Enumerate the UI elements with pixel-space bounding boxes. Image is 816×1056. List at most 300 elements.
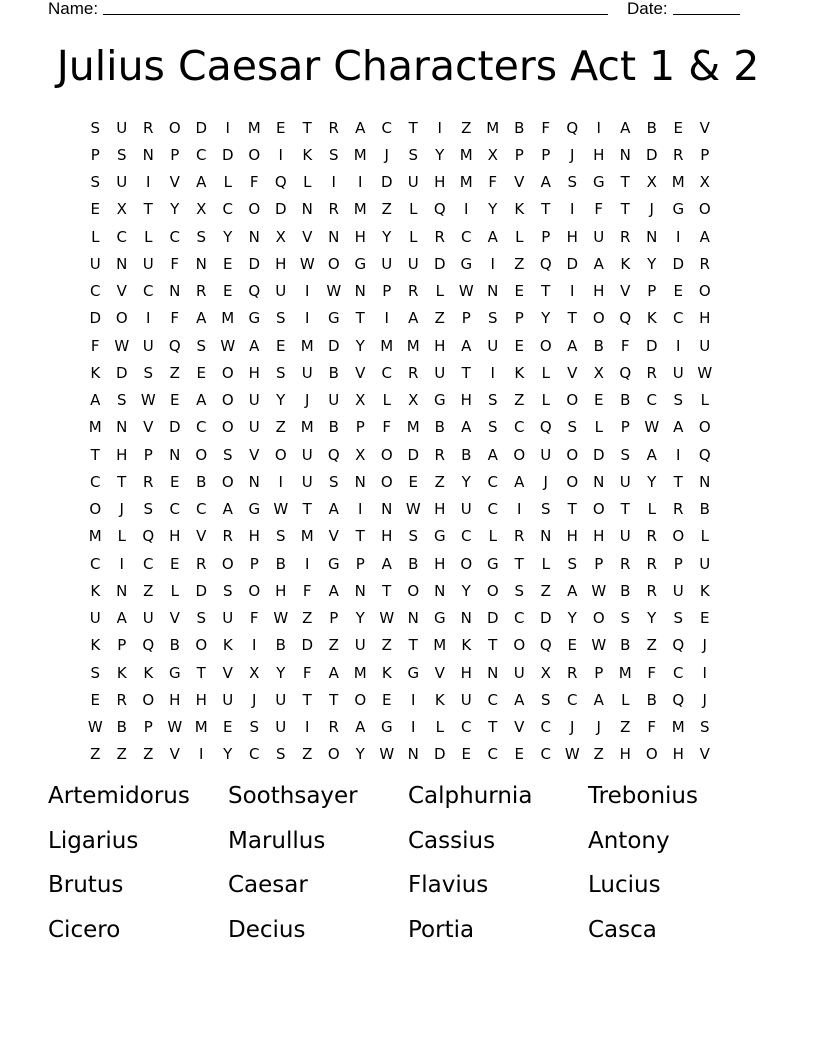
grid-letter: T [196, 663, 206, 682]
grid-letter: D [274, 200, 287, 219]
grid-letter: A [328, 663, 339, 682]
word-bank-item: Flavius [408, 872, 489, 898]
grid-letter: T [143, 200, 153, 219]
grid-letter: O [592, 309, 605, 328]
grid-letter: M [671, 718, 685, 737]
grid-letter: Z [461, 118, 472, 137]
grid-letter: S [620, 609, 631, 628]
grid-letter: I [676, 445, 681, 464]
grid-letter: W [140, 391, 156, 410]
grid-letter: O [566, 391, 579, 410]
grid-letter: F [647, 663, 657, 682]
grid-letter: P [329, 609, 339, 628]
grid-letter: A [355, 118, 366, 137]
grid-letter: W [114, 336, 130, 355]
grid-letter: U [460, 500, 472, 519]
grid-letter: N [116, 254, 128, 273]
word-bank-item: Decius [228, 916, 306, 943]
grid-letter: G [460, 254, 473, 273]
grid-letter: T [408, 636, 418, 655]
grid-letter: Z [328, 636, 339, 655]
grid-letter: J [384, 145, 389, 164]
grid-letter: P [514, 145, 524, 164]
grid-letter: D [592, 445, 605, 464]
grid-letter: C [514, 609, 525, 628]
grid-letter: K [620, 254, 631, 273]
grid-letter: O [221, 391, 234, 410]
grid-letter: L [621, 690, 630, 709]
grid-letter: G [248, 309, 261, 328]
grid-letter: X [275, 227, 286, 246]
grid-letter: C [487, 745, 498, 764]
grid-letter: O [513, 636, 526, 655]
grid-letter: J [702, 690, 707, 709]
grid-letter: L [515, 227, 524, 246]
grid-letter: X [487, 145, 498, 164]
grid-letter: A [116, 609, 127, 628]
grid-letter: F [620, 336, 630, 355]
grid-letter: E [514, 282, 524, 301]
grid-letter: U [460, 690, 472, 709]
grid-letter: P [143, 718, 153, 737]
grid-letter: W [458, 282, 474, 301]
grid-letter: D [645, 145, 658, 164]
grid-letter: A [593, 690, 604, 709]
grid-letter: H [434, 336, 446, 355]
grid-letter: U [699, 336, 711, 355]
grid-letter: E [170, 391, 180, 410]
grid-letter: O [274, 445, 287, 464]
grid-letter: M [671, 173, 685, 192]
grid-letter: R [328, 118, 339, 137]
grid-letter: Q [142, 636, 155, 655]
grid-letter: Z [514, 391, 525, 410]
grid-letter: G [168, 663, 181, 682]
grid-letter: V [196, 527, 207, 546]
grid-letter: M [300, 336, 314, 355]
grid-letter: D [407, 445, 420, 464]
grid-letter: X [196, 200, 207, 219]
grid-letter: G [672, 200, 685, 219]
grid-letter: G [433, 527, 446, 546]
grid-letter: V [169, 173, 180, 192]
grid-letter: X [408, 391, 419, 410]
grid-letter: H [434, 554, 446, 573]
grid-letter: R [434, 227, 445, 246]
grid-letter: P [355, 554, 365, 573]
grid-letter: R [646, 581, 657, 600]
grid-letter: S [222, 445, 233, 464]
grid-letter: M [194, 718, 208, 737]
grid-letter: A [514, 690, 525, 709]
grid-letter: S [408, 145, 419, 164]
grid-letter: E [594, 391, 604, 410]
grid-letter: K [116, 663, 127, 682]
grid-letter: Y [223, 227, 233, 246]
grid-letter: W [299, 254, 315, 273]
grid-letter: D [195, 581, 208, 600]
grid-letter: R [222, 527, 233, 546]
grid-letter: C [646, 391, 657, 410]
grid-letter: K [461, 636, 472, 655]
grid-letter: O [221, 363, 234, 382]
grid-letter: H [275, 581, 287, 600]
grid-letter: M [486, 118, 500, 137]
grid-letter: C [169, 500, 180, 519]
grid-letter: S [328, 145, 339, 164]
grid-letter: O [168, 118, 181, 137]
word-bank-item: Portia [408, 916, 475, 943]
grid-letter: W [379, 745, 395, 764]
grid-letter: I [411, 718, 416, 737]
grid-letter: B [646, 118, 657, 137]
grid-letter: F [302, 663, 312, 682]
grid-letter: I [199, 745, 204, 764]
grid-letter: I [676, 227, 681, 246]
grid-letter: O [89, 500, 102, 519]
grid-letter: K [381, 663, 392, 682]
grid-letter: R [673, 145, 684, 164]
grid-letter: A [567, 581, 578, 600]
grid-letter: M [380, 336, 394, 355]
grid-letter: B [328, 418, 339, 437]
grid-letter: C [514, 418, 525, 437]
grid-letter: P [461, 309, 471, 328]
grid-letter: C [540, 745, 551, 764]
grid-letter: U [301, 472, 313, 491]
grid-letter: J [702, 636, 707, 655]
grid-letter: T [461, 363, 471, 382]
grid-letter: E [90, 690, 100, 709]
grid-letter: U [248, 418, 260, 437]
grid-letter: K [90, 581, 101, 600]
grid-letter: S [275, 363, 286, 382]
grid-letter: U [328, 391, 340, 410]
grid-letter: R [646, 527, 657, 546]
grid-letter: T [382, 581, 392, 600]
grid-letter: H [434, 173, 446, 192]
grid-letter: P [514, 309, 524, 328]
grid-letter: O [115, 309, 128, 328]
grid-letter: S [699, 718, 710, 737]
grid-letter: C [567, 690, 578, 709]
grid-letter: X [540, 663, 551, 682]
grid-letter: M [459, 173, 473, 192]
grid-letter: S [196, 227, 207, 246]
grid-letter: N [487, 663, 499, 682]
grid-letter: R [620, 227, 631, 246]
grid-letter: G [433, 609, 446, 628]
grid-letter: Z [143, 581, 154, 600]
grid-letter: I [305, 309, 310, 328]
grid-letter: R [408, 282, 419, 301]
word-bank-item: Brutus [48, 872, 124, 898]
grid-letter: T [90, 445, 100, 464]
grid-letter: V [567, 363, 578, 382]
grid-letter: I [278, 472, 283, 491]
grid-letter: S [567, 418, 578, 437]
grid-letter: P [673, 554, 683, 573]
grid-letter: U [301, 363, 313, 382]
grid-letter: H [275, 254, 287, 273]
grid-letter: E [223, 282, 233, 301]
grid-letter: U [116, 118, 128, 137]
grid-letter: O [380, 472, 393, 491]
grid-letter: U [89, 609, 101, 628]
grid-letter: U [222, 609, 234, 628]
grid-letter: Q [539, 636, 552, 655]
grid-letter: J [570, 145, 575, 164]
grid-letter: G [486, 554, 499, 573]
grid-letter: D [433, 254, 446, 273]
grid-letter: U [381, 254, 393, 273]
grid-letter: X [355, 391, 366, 410]
grid-letter: V [620, 282, 631, 301]
grid-letter: N [646, 227, 658, 246]
grid-letter: N [169, 445, 181, 464]
grid-letter: T [302, 118, 312, 137]
grid-letter: P [594, 663, 604, 682]
grid-letter: N [460, 609, 472, 628]
grid-letter: Q [433, 200, 446, 219]
grid-letter: A [567, 336, 578, 355]
word-bank-item: Ligarius [48, 827, 139, 854]
grid-letter: Y [647, 254, 657, 273]
word-bank-item: Marullus [228, 827, 326, 854]
grid-letter: I [437, 118, 442, 137]
grid-letter: H [672, 745, 684, 764]
grid-letter: F [594, 200, 604, 219]
grid-letter: J [543, 472, 548, 491]
grid-letter: L [409, 200, 418, 219]
grid-letter: F [90, 336, 100, 355]
grid-letter: B [408, 554, 419, 573]
grid-letter: Y [461, 581, 471, 600]
grid-letter: V [514, 173, 525, 192]
grid-letter: T [488, 636, 498, 655]
grid-letter: W [167, 718, 183, 737]
grid-letter: C [673, 663, 684, 682]
grid-letter: C [461, 718, 472, 737]
grid-letter: P [117, 636, 127, 655]
grid-letter: H [619, 745, 631, 764]
grid-letter: U [354, 636, 366, 655]
grid-letter: Z [381, 636, 392, 655]
grid-letter: U [116, 173, 128, 192]
grid-letter: O [142, 690, 155, 709]
grid-letter: X [355, 445, 366, 464]
grid-letter: M [459, 145, 473, 164]
grid-letter: K [699, 581, 710, 600]
grid-letter: C [673, 309, 684, 328]
grid-letter: I [252, 636, 257, 655]
grid-letter: L [647, 500, 656, 519]
grid-letter: I [146, 173, 151, 192]
grid-letter: I [146, 309, 151, 328]
grid-letter: A [381, 554, 392, 573]
grid-letter: E [223, 254, 233, 273]
grid-letter: X [646, 173, 657, 192]
word-bank-item: Cassius [408, 827, 496, 854]
grid-letter: J [119, 500, 124, 519]
grid-letter: A [514, 472, 525, 491]
grid-letter: F [170, 254, 180, 273]
grid-letter: R [116, 690, 127, 709]
grid-letter: C [143, 282, 154, 301]
grid-letter: V [699, 745, 710, 764]
grid-letter: U [619, 472, 631, 491]
grid-letter: N [169, 282, 181, 301]
grid-letter: B [169, 636, 180, 655]
grid-letter: D [195, 118, 208, 137]
grid-letter: I [490, 363, 495, 382]
grid-letter: W [220, 336, 236, 355]
grid-letter: D [566, 254, 579, 273]
grid-letter: N [195, 254, 207, 273]
grid-letter: Y [382, 227, 392, 246]
grid-letter: I [676, 336, 681, 355]
grid-letter: P [620, 418, 630, 437]
grid-letter: B [620, 391, 631, 410]
grid-letter: Z [169, 363, 180, 382]
grid-letter: O [592, 500, 605, 519]
grid-letter: R [196, 282, 207, 301]
grid-letter: B [461, 445, 472, 464]
grid-letter: H [593, 282, 605, 301]
grid-letter: S [673, 391, 684, 410]
grid-letter: P [541, 145, 551, 164]
grid-letter: Y [461, 472, 471, 491]
grid-letter: U [672, 581, 684, 600]
grid-letter: F [488, 173, 498, 192]
grid-letter: N [354, 282, 366, 301]
grid-letter: B [116, 718, 127, 737]
grid-letter: K [302, 145, 313, 164]
grid-letter: Z [302, 609, 313, 628]
grid-letter: C [461, 227, 472, 246]
grid-letter: T [408, 118, 418, 137]
grid-letter: E [514, 745, 524, 764]
word-bank-item: Calphurnia [408, 783, 533, 809]
grid-letter: U [672, 363, 684, 382]
grid-letter: C [381, 363, 392, 382]
grid-letter: U [275, 282, 287, 301]
grid-letter: Q [274, 173, 287, 192]
grid-letter: O [698, 418, 711, 437]
grid-letter: U [619, 527, 631, 546]
grid-letter: D [248, 254, 261, 273]
grid-letter: E [700, 609, 710, 628]
name-line [103, 14, 608, 15]
grid-letter: D [115, 363, 128, 382]
grid-letter: Y [647, 609, 657, 628]
grid-letter: Y [541, 309, 551, 328]
grid-letter: O [221, 418, 234, 437]
grid-letter: U [142, 254, 154, 273]
grid-letter: O [195, 445, 208, 464]
grid-letter: I [358, 500, 363, 519]
grid-letter: O [645, 745, 658, 764]
grid-letter: J [596, 718, 601, 737]
grid-letter: O [221, 472, 234, 491]
grid-letter: A [673, 418, 684, 437]
grid-letter: E [276, 336, 286, 355]
grid-letter: C [487, 690, 498, 709]
grid-letter: F [541, 118, 551, 137]
grid-letter: E [673, 118, 683, 137]
grid-letter: F [302, 581, 312, 600]
grid-letter: D [327, 336, 340, 355]
grid-letter: Z [90, 745, 101, 764]
grid-letter: J [305, 391, 310, 410]
grid-letter: D [672, 254, 685, 273]
grid-letter: L [541, 363, 550, 382]
word-bank-item: Lucius [588, 872, 661, 898]
grid-letter: B [620, 581, 631, 600]
grid-letter: Z [302, 745, 313, 764]
grid-letter: Z [434, 309, 445, 328]
grid-letter: X [249, 663, 260, 682]
grid-letter: S [143, 363, 154, 382]
grid-letter: G [592, 173, 605, 192]
grid-letter: O [513, 445, 526, 464]
grid-letter: A [699, 227, 710, 246]
grid-letter: U [699, 554, 711, 573]
grid-letter: E [514, 336, 524, 355]
grid-letter: M [88, 418, 102, 437]
grid-letter: U [248, 391, 260, 410]
grid-letter: C [540, 718, 551, 737]
grid-letter: Q [327, 445, 340, 464]
grid-letter: S [90, 663, 101, 682]
grid-letter: A [620, 118, 631, 137]
grid-letter: O [380, 445, 393, 464]
grid-letter: T [355, 527, 365, 546]
grid-letter: P [541, 227, 551, 246]
grid-letter: S [116, 145, 127, 164]
grid-letter: I [570, 200, 575, 219]
grid-letter: E [90, 200, 100, 219]
grid-letter: N [116, 581, 128, 600]
grid-letter: Z [434, 472, 445, 491]
grid-letter: C [196, 418, 207, 437]
grid-letter: E [276, 118, 286, 137]
grid-letter: H [460, 391, 472, 410]
grid-letter: L [382, 391, 391, 410]
grid-letter: I [384, 309, 389, 328]
grid-letter: A [328, 581, 339, 600]
grid-letter: O [566, 472, 579, 491]
grid-letter: N [142, 145, 154, 164]
grid-letter: W [591, 581, 607, 600]
grid-letter: C [196, 145, 207, 164]
grid-letter: W [644, 418, 660, 437]
grid-letter: U [407, 173, 419, 192]
grid-letter: J [649, 200, 654, 219]
grid-letter: T [620, 200, 630, 219]
grid-letter: J [252, 690, 257, 709]
grid-letter: R [620, 554, 631, 573]
grid-letter: Q [672, 636, 685, 655]
grid-letter: N [434, 581, 446, 600]
grid-letter: R [143, 472, 154, 491]
grid-letter: L [594, 418, 603, 437]
word-bank-item: Soothsayer [228, 783, 358, 809]
grid-letter: M [300, 527, 314, 546]
grid-letter: V [169, 609, 180, 628]
grid-letter: Y [435, 145, 445, 164]
grid-letter: Y [355, 609, 365, 628]
